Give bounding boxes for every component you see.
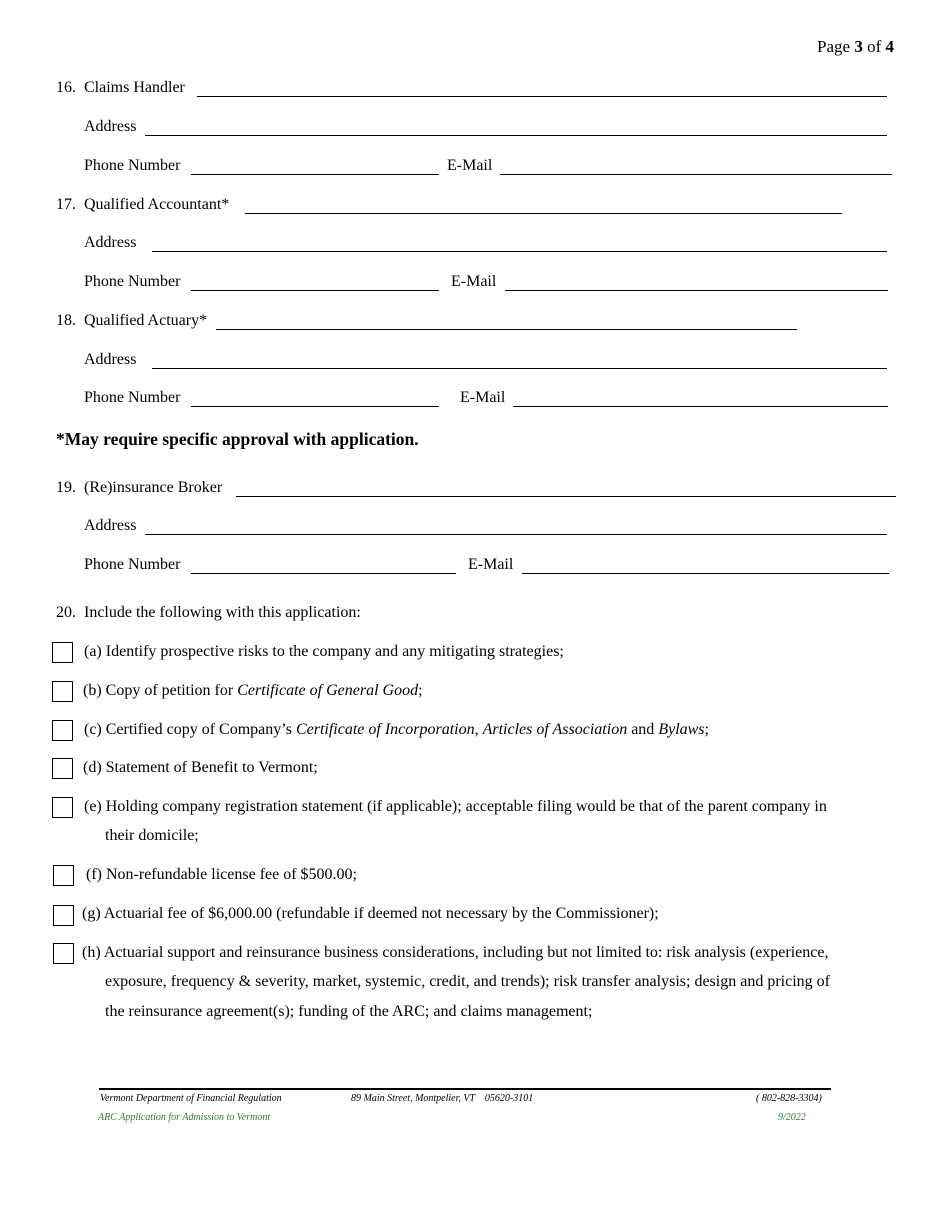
- checklist-item-b-post: ;: [418, 682, 423, 699]
- item-18-number: 18.: [56, 312, 76, 329]
- qualified-actuary-email-label: E-Mail: [460, 389, 506, 406]
- qualified-accountant-label: Qualified Accountant*: [84, 196, 230, 213]
- checkbox-f[interactable]: [53, 865, 74, 886]
- checklist-item-b-pre: (b) Copy of petition for: [83, 682, 238, 699]
- qualified-actuary-address-label: Address: [84, 351, 137, 368]
- reinsurance-broker-label: (Re)insurance Broker: [84, 479, 223, 496]
- qualified-actuary-field[interactable]: [216, 329, 797, 330]
- footer-phone: ( 802-828-3304): [756, 1093, 822, 1104]
- checkbox-g[interactable]: [53, 905, 74, 926]
- checklist-item-c-it3: Bylaws: [658, 721, 705, 738]
- qualified-accountant-field[interactable]: [245, 213, 842, 214]
- checklist-item-a: (a) Identify prospective risks to the company and any mitigating strategies;: [84, 643, 564, 660]
- qualified-accountant-phone-label: Phone Number: [84, 273, 181, 290]
- checklist-item-e-line2: their domicile;: [105, 827, 199, 844]
- checklist-item-c-pre: (c) Certified copy of Company’s: [84, 721, 296, 738]
- checklist-item-c-it1: Certificate of Incorporation: [295, 721, 475, 738]
- checklist-item-c-post: ;: [704, 721, 709, 738]
- qualified-actuary-label: Qualified Actuary*: [84, 312, 208, 329]
- qualified-actuary-email-field[interactable]: [513, 406, 888, 407]
- checkbox-h[interactable]: [53, 943, 74, 964]
- page-prefix: Page: [817, 37, 851, 56]
- checklist-item-c-mid1: ,: [474, 721, 483, 738]
- checklist-item-e-line1: (e) Holding company registration statement (if applicable); acceptable filing would be that of the parent company in: [84, 798, 827, 815]
- claims-handler-phone-label: Phone Number: [84, 157, 181, 174]
- qualified-actuary-phone-field[interactable]: [191, 406, 439, 407]
- page-current: 3: [854, 37, 863, 56]
- qualified-accountant-address-field[interactable]: [152, 251, 887, 252]
- footer-address: 89 Main Street, Montpelier, VT 05620-3101: [351, 1093, 534, 1104]
- checklist-item-b-italic: Certificate of General Good: [237, 682, 419, 699]
- checklist-item-f: (f) Non-refundable license fee of $500.00;: [86, 866, 357, 883]
- claims-handler-email-field[interactable]: [500, 174, 892, 175]
- claims-handler-address-label: Address: [84, 118, 137, 135]
- qualified-accountant-phone-field[interactable]: [191, 290, 439, 291]
- claims-handler-field[interactable]: [197, 96, 887, 97]
- reinsurance-broker-email-label: E-Mail: [468, 556, 514, 573]
- page-total: 4: [885, 37, 894, 56]
- checklist-item-d: (d) Statement of Benefit to Vermont;: [83, 759, 318, 776]
- item-20-number: 20.: [56, 604, 76, 621]
- checkbox-a[interactable]: [52, 642, 73, 663]
- reinsurance-broker-address-field[interactable]: [145, 534, 887, 535]
- qualified-accountant-address-label: Address: [84, 234, 137, 251]
- checkbox-d[interactable]: [52, 758, 73, 779]
- checklist-item-h-line2: exposure, frequency & severity, market, systemic, credit, and trends); risk transfer analysis; design and pricing of: [105, 973, 830, 990]
- checklist-item-c-mid2: and: [627, 721, 659, 738]
- checklist-item-g: (g) Actuarial fee of $6,000.00 (refundable if deemed not necessary by the Commissioner);: [82, 905, 659, 922]
- checklist-item-b: [83, 682, 423, 700]
- checkbox-e[interactable]: [52, 797, 73, 818]
- checklist-item-h-line3: the reinsurance agreement(s); funding of the ARC; and claims management;: [105, 1003, 593, 1020]
- reinsurance-broker-email-field[interactable]: [522, 573, 889, 574]
- checklist-item-c: [84, 721, 709, 739]
- reinsurance-broker-phone-label: Phone Number: [84, 556, 181, 573]
- page-indicator: [817, 37, 894, 57]
- include-following-label: Include the following with this application:: [84, 604, 361, 621]
- claims-handler-address-field[interactable]: [145, 135, 887, 136]
- qualified-accountant-email-field[interactable]: [505, 290, 888, 291]
- reinsurance-broker-field[interactable]: [236, 496, 896, 497]
- reinsurance-broker-address-label: Address: [84, 517, 137, 534]
- item-16-number: 16.: [56, 79, 76, 96]
- item-17-number: 17.: [56, 196, 76, 213]
- footer-form-name: ARC Application for Admission to Vermont: [98, 1112, 271, 1123]
- qualified-actuary-phone-label: Phone Number: [84, 389, 181, 406]
- checkbox-b[interactable]: [52, 681, 73, 702]
- checkbox-c[interactable]: [52, 720, 73, 741]
- footer-rule: [99, 1088, 831, 1090]
- qualified-accountant-email-label: E-Mail: [451, 273, 497, 290]
- claims-handler-label: Claims Handler: [84, 79, 185, 96]
- claims-handler-email-label: E-Mail: [447, 157, 493, 174]
- footer-dept: Vermont Department of Financial Regulation: [100, 1093, 282, 1104]
- footer-date: 9/2022: [778, 1112, 806, 1123]
- reinsurance-broker-phone-field[interactable]: [191, 573, 456, 574]
- claims-handler-phone-field[interactable]: [191, 174, 439, 175]
- item-19-number: 19.: [56, 479, 76, 496]
- checklist-item-h-line1: (h) Actuarial support and reinsurance business considerations, including but not limited to: risk analysis (experience,: [82, 944, 829, 961]
- qualified-actuary-address-field[interactable]: [152, 368, 887, 369]
- checklist-item-c-it2: Articles of Association: [482, 721, 628, 738]
- approval-note: *May require specific approval with application.: [56, 429, 419, 449]
- page-of: of: [867, 37, 882, 56]
